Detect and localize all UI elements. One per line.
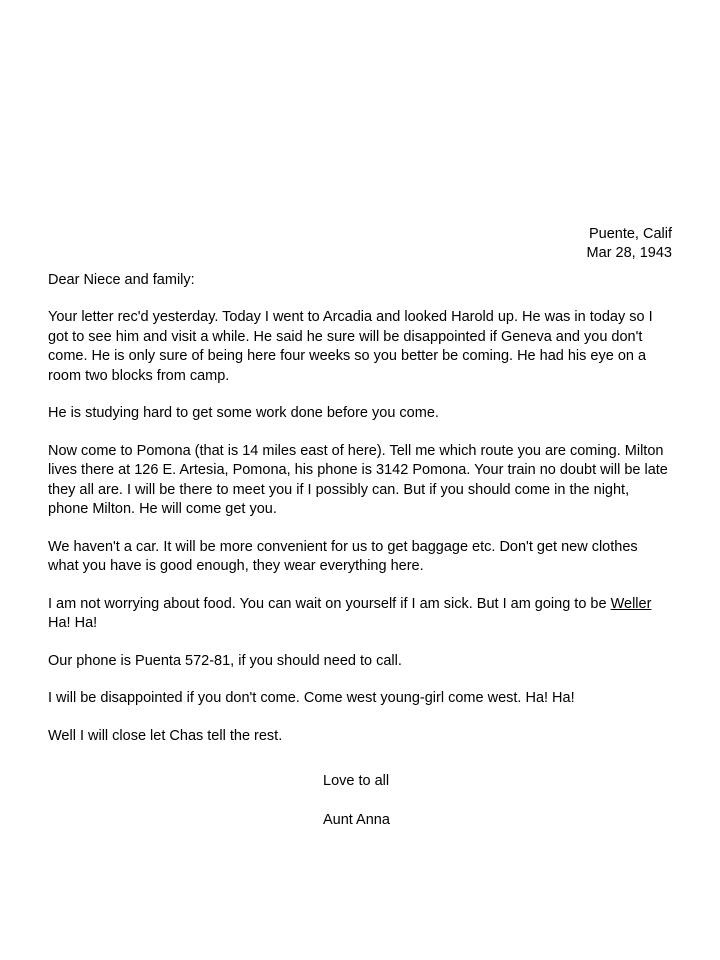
paragraph-3: Now come to Pomona (that is 14 miles east of here). Tell me which route you are coming. Milton lives there at 126 E. Artesia, Pomona, his phone is 3142 Pomona. Your train no doubt will be late they all are. I will be there to meet you if I possibly can. But if you should come in the night, phone Milton. He will come get you. <box>48 442 668 517</box>
paragraph-5-part2: Ha! Ha! <box>48 615 98 631</box>
paragraph-8: Well I will close let Chas tell the rest. <box>48 727 283 744</box>
paragraph-5 <box>48 595 672 634</box>
paragraph-5-underlined-word: Weller <box>610 595 652 612</box>
paragraph-7: I will be disappointed if you don't come. Come west young-girl come west. Ha! Ha! <box>48 690 575 706</box>
heading-date: Mar 28, 1943 <box>586 245 672 261</box>
paragraph-2: He is studying hard to get some work done before you come. <box>48 405 439 421</box>
paragraph-4: We haven't a car. It will be more convenient for us to get baggage etc. Don't get new clothes what you have is good enough, they wear everything here. <box>48 538 638 574</box>
paragraph-6: Our phone is Puenta 572-81, if you should need to call. <box>48 652 402 669</box>
heading-location: Puente, Calif <box>588 226 672 242</box>
signature: Aunt Anna <box>323 812 390 828</box>
paragraph-5-part1: I am not worrying about food. You can wait on yourself if I am sick. But I am going to be <box>48 595 611 612</box>
letter-heading <box>48 225 672 263</box>
letter-body <box>48 225 672 830</box>
paragraph-1: Your letter rec'd yesterday. Today I went to Arcadia and looked Harold up. He was in today so I got to see him and visit a while. He said he sure will be disappointed if Geneva and you don't come. He is only sure of being here four weeks so you better be coming. He had his eye on a room two blocks from camp. <box>48 309 653 384</box>
salutation: Dear Niece and family: <box>48 272 195 288</box>
closing: Love to all <box>323 773 390 789</box>
